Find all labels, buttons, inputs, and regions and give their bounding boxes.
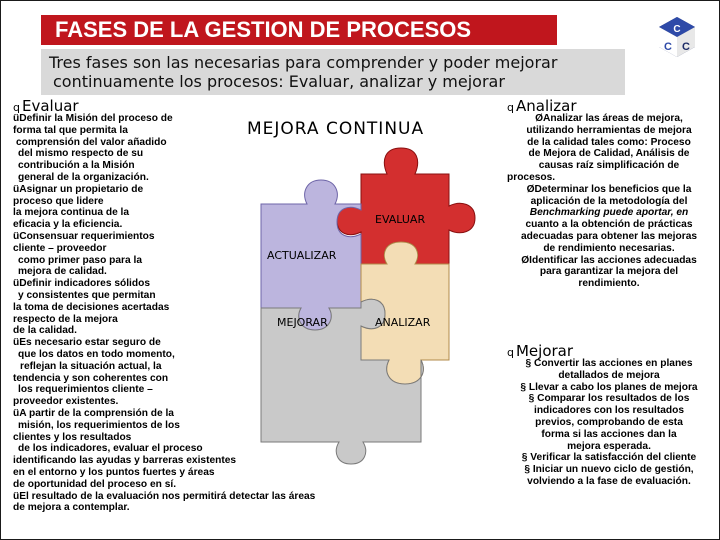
analizar-line: rendimiento. — [578, 278, 640, 290]
evaluar-line: comprensión del valor añadido — [16, 136, 167, 148]
mejorar-line: § Iniciar un nuevo ciclo de gestión, — [524, 464, 694, 476]
evaluar-line: eficacia y la eficiencia. — [13, 219, 123, 231]
evaluar-line: contribución a la Misión — [18, 160, 135, 172]
evaluar-line: üEl resultado de la evaluación nos permitirá detectar las áreas — [13, 490, 316, 502]
analizar-line: procesos. — [507, 171, 556, 183]
mejorar-line: volviendo a la fase de evaluación. — [527, 475, 691, 487]
analizar-line: de Mejora de Calidad, Análisis de — [528, 148, 690, 160]
evaluar-line: üConsensuar requerimientos — [13, 230, 155, 242]
evaluar-line: los requerimientos cliente – — [18, 384, 153, 396]
company-logo — [655, 15, 699, 59]
subtitle-line-1: Tres fases son las necesarias para comprender y poder mejorar — [49, 53, 558, 72]
analizar-line: adecuadas para obtener las mejoras — [520, 230, 698, 242]
mejorar-line: § Verificar la satisfacción del cliente — [521, 452, 697, 464]
puzzle-graphic — [253, 146, 481, 466]
puzzle-label-actualizar: ACTUALIZAR — [267, 249, 337, 262]
mejorar-line: mejora esperada. — [567, 440, 651, 452]
logo-letter-left: C — [664, 41, 672, 53]
evaluar-line: la mejora continua de la — [13, 207, 130, 219]
evaluar-line: respecto de la mejora — [13, 313, 118, 325]
puzzle-title: MEJORA CONTINUA — [247, 119, 425, 139]
subtitle-line-2: continuamente los procesos: Evaluar, analizar y mejorar — [53, 72, 505, 91]
analizar-text — [507, 113, 711, 290]
analizar-line: ØIdentificar las acciones adecuadas — [521, 254, 697, 266]
evaluar-line: de la calidad. — [13, 325, 77, 337]
logo-letter-top: C — [673, 24, 681, 35]
evaluar-line: reflejan la situación actual, la — [20, 360, 162, 372]
mejorar-line: forma si las acciones dan la — [541, 428, 677, 440]
logo-letter-side: C — [682, 41, 690, 53]
evaluar-line: misión, los requerimientos de los — [18, 419, 180, 431]
mejorar-line: § Comparar los resultados de los — [528, 393, 690, 405]
analizar-line: ØDeterminar los beneficios que la — [526, 183, 692, 195]
evaluar-line: üDefinir indicadores sólidos — [13, 278, 150, 290]
evaluar-line: como primer paso para la — [18, 254, 142, 266]
analizar-line: aplicación de la metodología del — [530, 195, 688, 207]
analizar-line: causas raíz simplificación de — [538, 160, 680, 172]
evaluar-line: de oportunidad del proceso en sí. — [13, 478, 177, 490]
mejorar-line: § Llevar a cabo los planes de mejora — [520, 381, 698, 393]
evaluar-line: proceso que lidere — [13, 195, 104, 207]
evaluar-line: clientes y los resultados — [13, 431, 132, 443]
analizar-bullet-icon: q — [507, 101, 514, 114]
mejorar-heading-text: Mejorar — [515, 342, 574, 360]
evaluar-line: del mismo respecto de su — [18, 148, 144, 160]
evaluar-line: proveedor existentes. — [13, 396, 119, 408]
analizar-line: de rendimiento necesarias. — [543, 242, 675, 254]
puzzle-label-evaluar: EVALUAR — [375, 213, 426, 226]
mejorar-line: indicadores con los resultados — [533, 405, 685, 417]
evaluar-line: üEs necesario estar seguro de — [13, 337, 161, 349]
evaluar-line: forma tal que permita la — [13, 124, 128, 136]
evaluar-line: que los datos en todo momento, — [18, 348, 175, 360]
mejorar-line: previos, comprobando de esta — [535, 416, 683, 428]
evaluar-line: cliente – proveedor — [13, 242, 107, 254]
puzzle-label-mejorar: MEJORAR — [277, 316, 328, 329]
evaluar-line: mejora de calidad. — [18, 266, 107, 278]
puzzle-label-analizar: ANALIZAR — [375, 316, 431, 329]
evaluar-line: tendencia y son coherentes con — [13, 372, 169, 384]
mejorar-line: detallados de mejora — [558, 369, 660, 381]
evaluar-line: de los indicadores, evaluar el proceso — [18, 443, 203, 455]
analizar-line: utilizando herramientas de mejora — [526, 124, 692, 136]
evaluar-line: en el entorno y los puntos fuertes y áreas — [13, 466, 215, 478]
mejorar-text — [505, 358, 713, 488]
evaluar-line: de mejora a contemplar. — [13, 502, 130, 514]
slide-title: FASES DE LA GESTION DE PROCESOS — [41, 15, 557, 45]
mejorar-line: § Convertir las acciones en planes — [525, 358, 693, 369]
analizar-line: ØAnalizar las áreas de mejora, — [535, 113, 683, 124]
analizar-line: para garantizar la mejora del — [539, 266, 679, 278]
evaluar-line: üAsignar un propietario de — [13, 183, 144, 195]
analizar-line: cuanto a la obtención de prácticas — [525, 219, 693, 231]
evaluar-bullet-icon: q — [13, 101, 20, 114]
analizar-line: Benchmarking puede aportar, en — [529, 207, 689, 219]
evaluar-line: identificando las ayudas y barreras existentes — [13, 455, 237, 467]
evaluar-line: üA partir de la comprensión de la — [13, 407, 174, 419]
evaluar-line: la toma de decisiones acertadas — [13, 301, 170, 313]
subtitle-box — [41, 49, 625, 95]
mejorar-bullet-icon: q — [507, 346, 514, 359]
evaluar-line: general de la organización. — [18, 171, 149, 183]
evaluar-line: üDefinir la Misión del proceso de — [13, 113, 173, 124]
analizar-line: de la calidad tales como: Proceso — [527, 136, 691, 148]
analizar-heading-text: Analizar — [515, 97, 577, 115]
evaluar-line: y consistentes que permitan — [18, 289, 156, 301]
evaluar-heading-text: Evaluar — [21, 97, 79, 115]
